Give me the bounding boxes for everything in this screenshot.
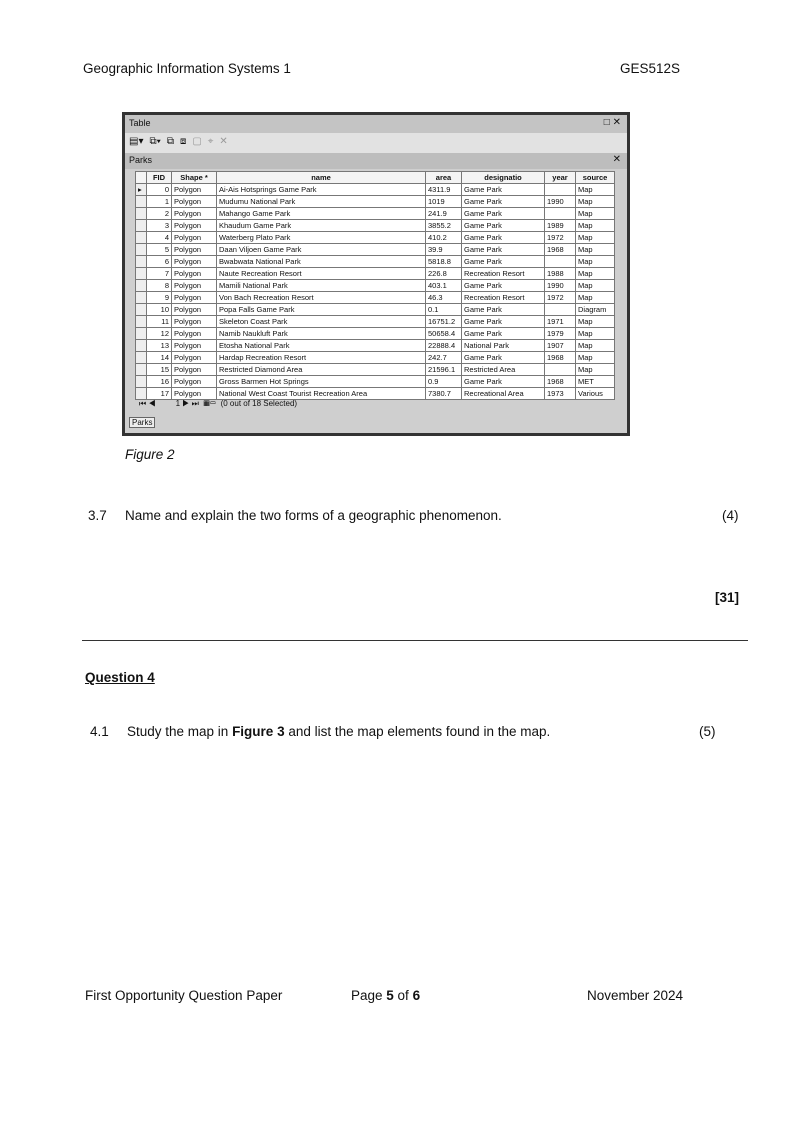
table-cell[interactable]: 2 — [147, 208, 172, 220]
table-cell[interactable]: 403.1 — [426, 280, 462, 292]
table-cell[interactable]: 50658.4 — [426, 328, 462, 340]
table-row[interactable] — [136, 364, 615, 376]
table-cell[interactable]: 6 — [147, 256, 172, 268]
table-cell[interactable]: Recreation Resort — [462, 292, 545, 304]
table-cell[interactable]: 226.8 — [426, 268, 462, 280]
table-cell[interactable]: Map — [576, 316, 615, 328]
table-cell[interactable]: Polygon — [172, 364, 217, 376]
close-table-icon[interactable]: ✕ — [612, 154, 621, 165]
question-number: 3.7 — [88, 508, 107, 523]
table-cell[interactable]: 1968 — [545, 244, 576, 256]
table-cell[interactable]: 1972 — [545, 232, 576, 244]
previous-record-icon[interactable]: ◀ — [148, 399, 156, 408]
table-cell[interactable]: Polygon — [172, 280, 217, 292]
table-row[interactable] — [136, 388, 615, 400]
table-cell[interactable]: Bwabwata National Park — [217, 256, 426, 268]
column-header[interactable]: designatio — [462, 172, 545, 184]
table-cell[interactable]: 1988 — [545, 268, 576, 280]
table-cell[interactable]: Game Park — [462, 256, 545, 268]
column-header[interactable]: area — [426, 172, 462, 184]
table-cell[interactable]: Etosha National Park — [217, 340, 426, 352]
table-cell[interactable]: Polygon — [172, 340, 217, 352]
table-cell[interactable] — [545, 256, 576, 268]
row-selector[interactable] — [136, 364, 147, 376]
table-cell[interactable]: Diagram — [576, 304, 615, 316]
table-cell[interactable]: Polygon — [172, 316, 217, 328]
table-cell[interactable]: 10 — [147, 304, 172, 316]
first-record-icon[interactable]: ⏮ — [139, 399, 147, 408]
table-cell[interactable]: 11 — [147, 316, 172, 328]
column-header[interactable]: FID — [147, 172, 172, 184]
column-header[interactable]: name — [217, 172, 426, 184]
table-cell[interactable]: Game Park — [462, 352, 545, 364]
table-cell[interactable]: 5 — [147, 244, 172, 256]
select-by-attributes-icon[interactable]: ⧉ — [166, 136, 174, 147]
table-cell[interactable]: 0.9 — [426, 376, 462, 388]
section-divider — [82, 640, 748, 641]
table-cell[interactable]: 21596.1 — [426, 364, 462, 376]
table-row[interactable] — [136, 196, 615, 208]
window-controls[interactable]: □ ✕ — [603, 117, 621, 128]
table-cell[interactable]: Map — [576, 196, 615, 208]
table-toolbar — [125, 133, 627, 153]
table-cell[interactable]: 15 — [147, 364, 172, 376]
table-cell[interactable]: Game Park — [462, 184, 545, 196]
table-cell[interactable]: 241.9 — [426, 208, 462, 220]
table-cell[interactable]: Game Park — [462, 244, 545, 256]
course-code: GES512S — [620, 61, 681, 76]
table-cell[interactable]: Polygon — [172, 352, 217, 364]
table-row[interactable] — [136, 304, 615, 316]
table-cell[interactable]: 13 — [147, 340, 172, 352]
table-cell[interactable]: Von Bach Recreation Resort — [217, 292, 426, 304]
table-cell[interactable]: Polygon — [172, 220, 217, 232]
table-cell[interactable]: Naute Recreation Resort — [217, 268, 426, 280]
table-cell[interactable]: Waterberg Plato Park — [217, 232, 426, 244]
table-cell[interactable]: 0 — [147, 184, 172, 196]
table-cell[interactable]: Khaudum Game Park — [217, 220, 426, 232]
section-total: [31] — [715, 590, 740, 605]
table-cell[interactable]: Polygon — [172, 304, 217, 316]
table-cell[interactable]: Polygon — [172, 244, 217, 256]
column-header[interactable]: source — [576, 172, 615, 184]
table-cell[interactable]: 1968 — [545, 376, 576, 388]
table-cell[interactable]: Polygon — [172, 184, 217, 196]
table-cell[interactable]: Polygon — [172, 232, 217, 244]
table-row[interactable] — [136, 340, 615, 352]
table-row[interactable] — [136, 376, 615, 388]
table-cell[interactable]: 1907 — [545, 340, 576, 352]
table-cell[interactable]: Restricted Area — [462, 364, 545, 376]
row-selector[interactable] — [136, 388, 147, 400]
clear-selection-icon[interactable]: ▢ — [192, 136, 202, 147]
course-title: Geographic Information Systems 1 — [83, 61, 291, 76]
table-cell[interactable]: 4311.9 — [426, 184, 462, 196]
show-selected-records-icon[interactable]: ▭ — [209, 399, 217, 408]
table-cell[interactable]: Game Park — [462, 328, 545, 340]
current-record[interactable]: 1 — [175, 399, 181, 408]
table-cell[interactable]: 9 — [147, 292, 172, 304]
table-row[interactable] — [136, 328, 615, 340]
question-text: Name and explain the two forms of a geographic phenomenon. — [125, 508, 502, 523]
table-cell[interactable]: 16751.2 — [426, 316, 462, 328]
question-marks: (5) — [699, 724, 716, 739]
table-cell[interactable]: 1968 — [545, 352, 576, 364]
table-cell[interactable]: Game Park — [462, 376, 545, 388]
current-page: 5 — [386, 988, 394, 1003]
row-selector[interactable] — [136, 208, 147, 220]
table-cell[interactable]: Polygon — [172, 268, 217, 280]
table-cell[interactable]: 3 — [147, 220, 172, 232]
table-options-icon[interactable]: ▤▾ — [129, 136, 144, 147]
table-cell[interactable]: Popa Falls Game Park — [217, 304, 426, 316]
table-cell[interactable]: 242.7 — [426, 352, 462, 364]
table-name: Parks — [129, 155, 153, 165]
table-cell[interactable]: Game Park — [462, 232, 545, 244]
table-cell[interactable]: 0.1 — [426, 304, 462, 316]
table-cell[interactable]: Polygon — [172, 256, 217, 268]
row-selector[interactable] — [136, 352, 147, 364]
table-cell[interactable]: Recreational Area — [462, 388, 545, 400]
attribute-table — [135, 171, 615, 400]
table-row[interactable] — [136, 316, 615, 328]
table-header-row — [136, 172, 615, 184]
table-cell[interactable]: 4 — [147, 232, 172, 244]
table-cell[interactable]: Namib Naukluft Park — [217, 328, 426, 340]
table-row[interactable] — [136, 256, 615, 268]
row-selector[interactable]: ▸ — [136, 184, 147, 196]
table-cell[interactable]: Map — [576, 256, 615, 268]
table-cell[interactable]: 410.2 — [426, 232, 462, 244]
table-cell[interactable]: Map — [576, 232, 615, 244]
table-cell[interactable]: 1989 — [545, 220, 576, 232]
table-cell[interactable]: 1971 — [545, 316, 576, 328]
table-cell[interactable]: Map — [576, 208, 615, 220]
table-cell[interactable]: Game Park — [462, 196, 545, 208]
question-text — [127, 724, 550, 739]
row-selector[interactable] — [136, 268, 147, 280]
footer-date: November 2024 — [587, 988, 684, 1003]
table-cell[interactable]: Map — [576, 244, 615, 256]
table-cell[interactable]: 39.9 — [426, 244, 462, 256]
table-row[interactable] — [136, 220, 615, 232]
table-cell[interactable]: Polygon — [172, 328, 217, 340]
table-cell[interactable] — [545, 304, 576, 316]
table-cell[interactable]: Skeleton Coast Park — [217, 316, 426, 328]
table-cell[interactable] — [545, 184, 576, 196]
table-cell[interactable]: 7 — [147, 268, 172, 280]
table-cell[interactable]: Game Park — [462, 280, 545, 292]
question-number: 4.1 — [90, 724, 109, 739]
table-cell[interactable]: Various — [576, 388, 615, 400]
table-cell[interactable] — [545, 364, 576, 376]
table-cell[interactable]: 1019 — [426, 196, 462, 208]
table-cell[interactable]: 1973 — [545, 388, 576, 400]
table-row[interactable] — [136, 244, 615, 256]
row-selector[interactable] — [136, 232, 147, 244]
text: of — [393, 988, 413, 1003]
table-row[interactable] — [136, 184, 615, 196]
row-selector[interactable] — [136, 328, 147, 340]
text: Study the map in — [127, 724, 233, 739]
total-pages: 6 — [412, 988, 421, 1003]
last-record-icon[interactable]: ⏭ — [191, 399, 199, 408]
table-cell[interactable]: Map — [576, 340, 615, 352]
figure-caption: Figure 2 — [125, 447, 175, 462]
table-tab-bar — [125, 153, 627, 169]
row-selector[interactable] — [136, 292, 147, 304]
table-cell[interactable]: Game Park — [462, 208, 545, 220]
table-navigation — [139, 399, 297, 409]
table-cell[interactable]: Polygon — [172, 196, 217, 208]
table-cell[interactable]: Polygon — [172, 388, 217, 400]
row-selector[interactable] — [136, 244, 147, 256]
table-cell[interactable]: 1972 — [545, 292, 576, 304]
table-cell[interactable]: Game Park — [462, 316, 545, 328]
text: Page — [351, 988, 387, 1003]
table-cell[interactable]: 8 — [147, 280, 172, 292]
table-row[interactable] — [136, 232, 615, 244]
table-cell[interactable]: Recreation Resort — [462, 268, 545, 280]
show-all-records-icon[interactable]: ▦ — [203, 399, 210, 408]
footer-left: First Opportunity Question Paper — [85, 988, 283, 1003]
table-cell[interactable]: National West Coast Tourist Recreation Area — [217, 388, 426, 400]
next-record-icon[interactable]: ▶ — [182, 399, 190, 408]
table-cell[interactable]: 1979 — [545, 328, 576, 340]
table-cell[interactable]: Ai-Ais Hotsprings Game Park — [217, 184, 426, 196]
row-selector[interactable] — [136, 196, 147, 208]
row-selector[interactable] — [136, 304, 147, 316]
window-title: Table — [129, 118, 151, 128]
table-cell[interactable] — [545, 208, 576, 220]
row-selector[interactable] — [136, 340, 147, 352]
switch-selection-icon[interactable]: ⧈ — [179, 136, 187, 147]
related-tables-icon[interactable]: ⧉▾ — [149, 136, 161, 147]
row-selector[interactable] — [136, 316, 147, 328]
table-cell[interactable]: 3855.2 — [426, 220, 462, 232]
table-cell[interactable]: 7380.7 — [426, 388, 462, 400]
table-cell[interactable]: Game Park — [462, 220, 545, 232]
table-cell[interactable]: Map — [576, 280, 615, 292]
table-cell[interactable]: 1990 — [545, 280, 576, 292]
table-cell[interactable]: Map — [576, 328, 615, 340]
table-cell[interactable]: Restricted Diamond Area — [217, 364, 426, 376]
row-selector-header — [136, 172, 147, 184]
table-cell[interactable]: Map — [576, 352, 615, 364]
table-row[interactable] — [136, 280, 615, 292]
page-number — [351, 988, 420, 1003]
column-header[interactable]: Shape * — [172, 172, 217, 184]
table-row[interactable] — [136, 292, 615, 304]
table-row[interactable] — [136, 352, 615, 364]
text: and list the map elements found in the map. — [284, 724, 551, 739]
delete-selected-icon[interactable]: ✕ — [219, 136, 228, 147]
column-header[interactable]: year — [545, 172, 576, 184]
table-cell[interactable]: Hardap Recreation Resort — [217, 352, 426, 364]
table-cell[interactable]: Daan Viljoen Game Park — [217, 244, 426, 256]
table-cell[interactable]: Polygon — [172, 292, 217, 304]
table-cell[interactable]: Map — [576, 184, 615, 196]
table-cell[interactable]: National Park — [462, 340, 545, 352]
selection-status: (0 out of 18 Selected) — [220, 399, 298, 408]
row-selector[interactable] — [136, 280, 147, 292]
table-tab-parks[interactable]: Parks — [129, 417, 155, 428]
table-cell[interactable]: Map — [576, 220, 615, 232]
row-selector[interactable] — [136, 220, 147, 232]
table-cell[interactable]: Mamili National Park — [217, 280, 426, 292]
table-cell[interactable]: 16 — [147, 376, 172, 388]
table-cell[interactable]: Game Park — [462, 304, 545, 316]
table-cell[interactable]: Map — [576, 292, 615, 304]
table-row[interactable] — [136, 208, 615, 220]
table-cell[interactable]: MET — [576, 376, 615, 388]
table-cell[interactable]: Polygon — [172, 208, 217, 220]
section-heading: Question 4 — [85, 670, 155, 685]
table-cell[interactable]: Map — [576, 268, 615, 280]
table-cell[interactable]: 14 — [147, 352, 172, 364]
table-cell[interactable]: 46.3 — [426, 292, 462, 304]
row-selector[interactable] — [136, 376, 147, 388]
table-cell[interactable]: Gross Barmen Hot Springs — [217, 376, 426, 388]
table-cell[interactable]: Map — [576, 364, 615, 376]
table-cell[interactable]: Polygon — [172, 376, 217, 388]
table-cell[interactable]: Mudumu National Park — [217, 196, 426, 208]
table-cell[interactable]: 1 — [147, 196, 172, 208]
table-cell[interactable]: 17 — [147, 388, 172, 400]
question-marks: (4) — [722, 508, 739, 523]
table-cell[interactable]: 22888.4 — [426, 340, 462, 352]
table-row[interactable] — [136, 268, 615, 280]
table-cell[interactable]: 5818.8 — [426, 256, 462, 268]
window-titlebar — [125, 115, 627, 133]
table-cell[interactable]: 1990 — [545, 196, 576, 208]
attribute-table-window — [122, 112, 630, 436]
row-selector[interactable] — [136, 256, 147, 268]
zoom-to-selected-icon[interactable]: ⌖ — [207, 136, 214, 147]
table-cell[interactable]: 12 — [147, 328, 172, 340]
table-cell[interactable]: Mahango Game Park — [217, 208, 426, 220]
figure-reference: Figure 3 — [232, 724, 285, 739]
